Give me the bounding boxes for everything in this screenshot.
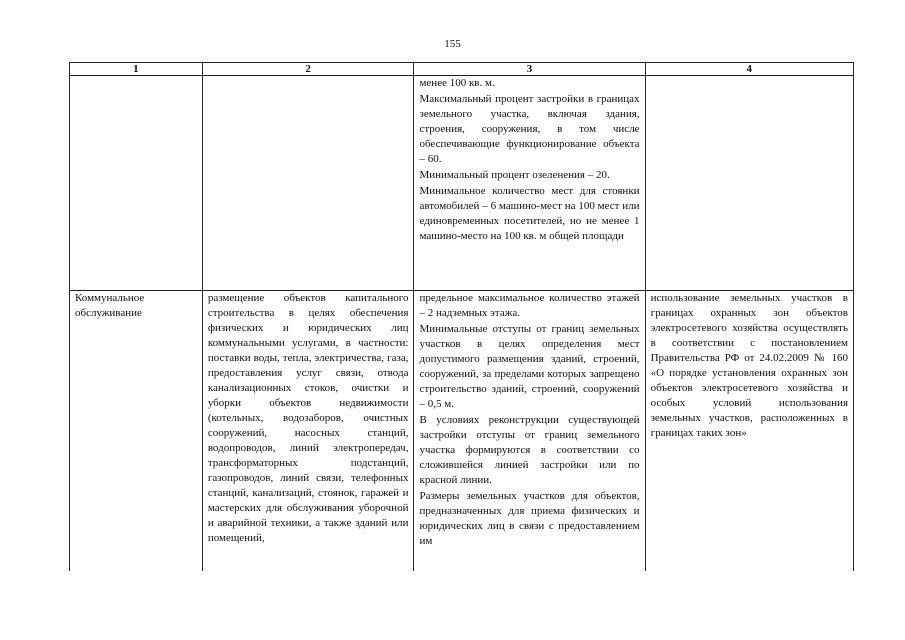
header-col-3: 3 [414,63,645,76]
paragraph: Максимальный процент застройки в границах земельного участка, включая здания, строения, сооружения, в том числе обеспечивающие функционирование объекта – 60. [419,93,640,165]
row1-col1 [70,76,203,291]
paragraph: Минимальный процент озеленения – 20. [419,169,610,181]
row2-col1 [70,291,203,572]
use-type-label: Коммунальное обслуживание [75,292,145,319]
header-col-2: 2 [202,63,414,76]
header-col-1: 1 [70,63,203,76]
row1-col4 [645,76,853,291]
paragraph: менее 100 кв. м. [419,77,495,89]
table-row [70,291,854,572]
row2-col2 [202,291,414,572]
row2-col3 [414,291,645,572]
paragraph: Минимальные отступы от границ земельных участков в целях определения мест допустимого размещения зданий, строений, сооружений, за пределами которых запрещено строительство зданий, строений, сооружений – 0,5 м. [419,323,640,410]
paragraph: предельное максимальное количество этажей – 2 надземных этажа. [419,292,640,319]
header-row [70,63,854,76]
page-number: 155 [444,38,461,50]
paragraph: В условиях реконструкции существующей застройки отступы от границ земельного участка формируются в соответствии со сложившейся линией застройки или по красной линии. [419,414,640,486]
header-col-4: 4 [645,63,853,76]
paragraph: размещение объектов капитального строительства в целях обеспечения физических и юридических лиц коммунальными услугами, в частности: поставки воды, тепла, электричества, газа, предоставления услуг связи, отвода канализационных стоков, очистки и уборки объектов недвижимости (котельных, водозаборов, очистных сооружений, насосных станций, водопроводов, линий электропередач, трансформаторных подстанций, газопроводов, линий связи, телефонных станций, канализаций, стоянок, гаражей и мастерских для обслуживания уборочной и аварийной техники, а также зданий или помещений, [207,292,409,544]
paragraph: Минимальное количество мест для стоянки автомобилей – 6 машино-мест на 100 мест или единовременных посетителей, но не менее 1 машино-место на 100 кв. м общей площади [419,185,640,242]
row1-col3 [414,76,645,291]
row1-col2 [202,76,414,291]
table-row [70,76,854,291]
paragraph: использование земельных участков в границах охранных зон объектов электросетевого хозяйства осуществлять в соответствии с постановлением Правительства РФ от 24.02.2009 № 160 «О порядке установления охранных зон объектов электросетевого хозяйства и особых условий использования земельных участков, расположенных в границах таких зон» [650,292,848,439]
land-use-table [69,62,854,571]
row2-col4 [645,291,853,572]
paragraph: Размеры земельных участков для объектов, предназначенных для приема физических и юридических лиц в связи с предоставлением им [419,490,640,547]
